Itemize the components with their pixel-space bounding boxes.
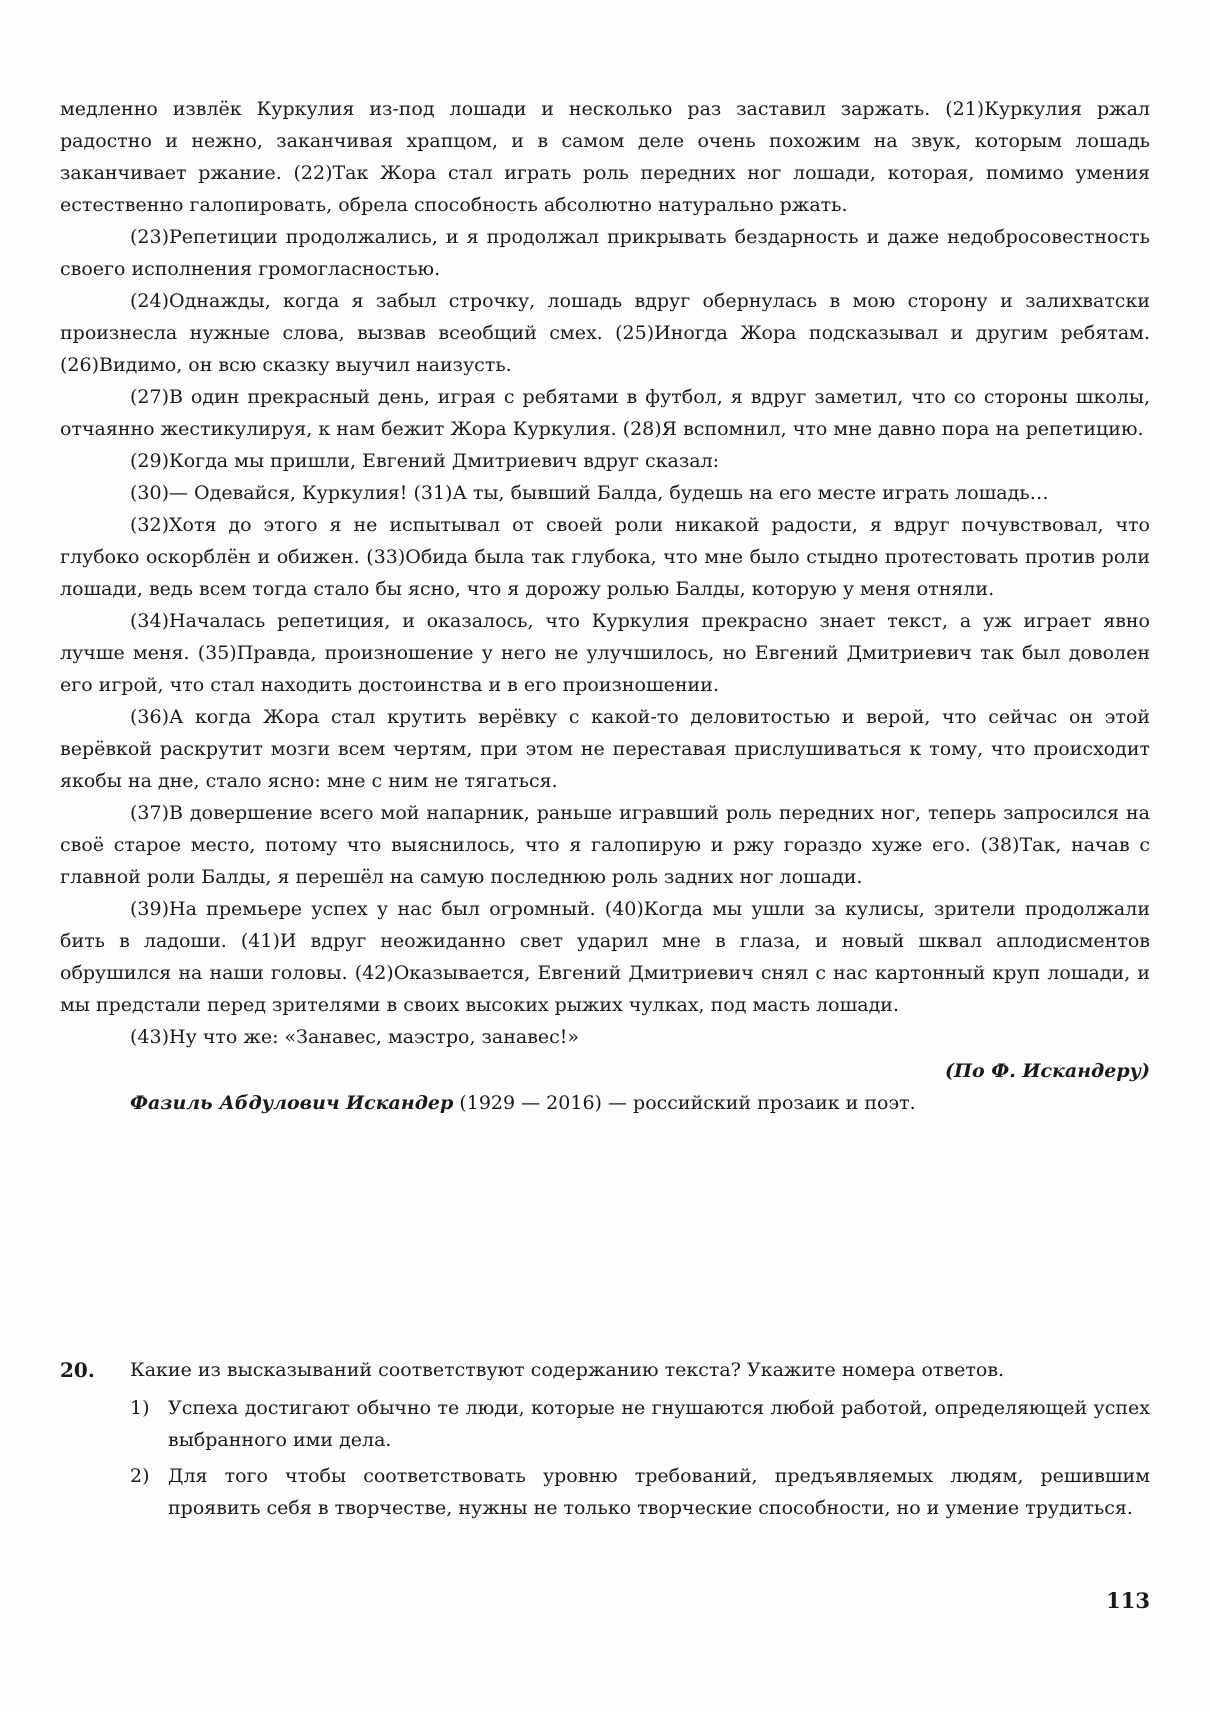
paragraph: (37)В довершение всего мой напарник, раньше игравший роль передних ног, теперь запросился на своё старое место, потому что выяснилось, что я галопирую и ржу гораздо хуже его. (38)Так, начав с главной роли Балды, я перешёл на самую последнюю роль задних ног лошади. — [60, 802, 1150, 888]
paragraph: (39)На премьере успех у нас был огромный. (40)Когда мы ушли за кулисы, зрители продолжали бить в ладоши. (41)И вдруг неожиданно свет ударил мне в глаза, и новый шквал аплодисментов обрушился на наши головы. (42)Оказывается, Евгений Дмитриевич снял с нас картонный круп лошади, и мы предстали перед зрителями в своих высоких рыжих чулках, под масть лошади. — [60, 898, 1150, 1016]
page-number: 113 — [1106, 1588, 1150, 1613]
paragraph-continuation: медленно извлёк Куркулия из-под лошади и несколько раз заставил заржать. (21)Куркулия ржал радостно и нежно, заканчивая храпцом, и в самом деле очень похожим на звук, которым лошадь заканчивает ржание. (22)Так Жора стал играть роль передних ног лошади, которая, помимо умения естественно галопировать, обрела способность абсолютно натурально ржать. — [60, 98, 1150, 216]
answer-text: Успеха достигают обычно те люди, которые не гнушаются любой работой, определяющей успех выбранного ими дела. — [168, 1397, 1150, 1451]
answer-number: 2) — [130, 1465, 150, 1487]
paragraph: (36)А когда Жора стал крутить верёвку с какой-то деловитостью и верой, что сейчас он этой верёвкой раскрутит мозги всем чертям, при этом не переставая прислушиваться к тому, что происходит якобы на дне, стало ясно: мне с ним не тягаться. — [60, 706, 1150, 792]
author-name: Фазиль Абдулович Искандер — [130, 1092, 454, 1114]
paragraph: (23)Репетиции продолжались, и я продолжал прикрывать бездарность и даже недобросовестность своего исполнения громогласностью. — [60, 226, 1150, 280]
task-20 — [60, 1354, 1150, 1528]
paragraph: (43)Ну что же: «Занавес, маэстро, занавес!» — [130, 1026, 580, 1048]
paragraph: (27)В один прекрасный день, играя с ребятами в футбол, я вдруг заметил, что со стороны школы, отчаянно жестикулируя, к нам бежит Жора Куркулия. (28)Я вспомнил, что мне давно пора на репетицию. — [60, 386, 1150, 440]
paragraph: (34)Началась репетиция, и оказалось, что Куркулия прекрасно знает текст, а уж играет явно лучше меня. (35)Правда, произношение у него не улучшилось, но Евгений Дмитриевич так был доволен его игрой, что стал находить достоинства и в его произношении. — [60, 610, 1150, 696]
paragraph: (32)Хотя до этого я не испытывал от своей роли никакой радости, я вдруг почувствовал, что глубоко оскорблён и обижен. (33)Обида была так глубока, что мне было стыдно протестовать против роли лошади, ведь всем тогда стало бы ясно, что я дорожу ролью Балды, которую у меня отняли. — [60, 514, 1150, 600]
story-text — [60, 93, 1150, 1119]
paragraph: (24)Однажды, когда я забыл строчку, лошадь вдруг обернулась в мою сторону и залихватски произнесла нужные слова, вызвав всеобщий смех. (25)Иногда Жора подсказывал и другим ребятам. (26)Видимо, он всю сказку выучил наизусть. — [60, 290, 1150, 376]
paragraph: (30)— Одевайся, Куркулия! (31)А ты, бывший Балда, будешь на его месте играть лошадь… — [130, 482, 1049, 504]
author-bio: (1929 — 2016) — российский прозаик и поэт. — [453, 1092, 916, 1114]
answer-option — [130, 1392, 1150, 1456]
answer-text: Для того чтобы соответствовать уровню требований, предъявляемых людям, решившим проявить себя в творчестве, нужны не только творческие способности, но и умение трудиться. — [168, 1465, 1150, 1519]
answer-option — [130, 1460, 1150, 1524]
answer-list — [130, 1392, 1150, 1524]
source-attribution: (По Ф. Искандеру) — [945, 1060, 1150, 1082]
paragraph: (29)Когда мы пришли, Евгений Дмитриевич вдруг сказал: — [130, 450, 720, 472]
task-number: 20. — [60, 1358, 95, 1382]
author-line — [60, 1087, 1150, 1119]
answer-number: 1) — [130, 1397, 150, 1419]
task-question: Какие из высказываний соответствуют содержанию текста? Укажите номера ответов. — [130, 1359, 1005, 1381]
